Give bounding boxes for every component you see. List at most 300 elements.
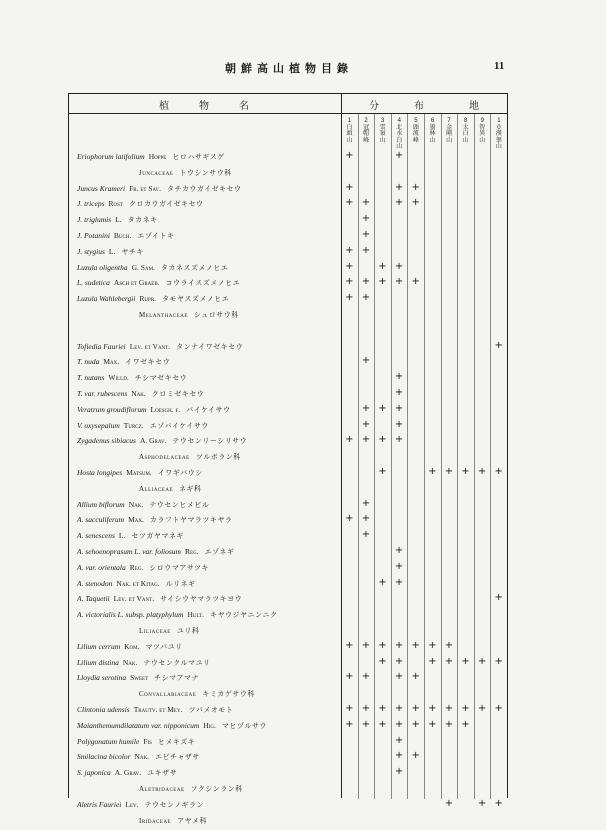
distribution-mark: + bbox=[361, 292, 371, 304]
distribution-mark: + bbox=[461, 466, 470, 477]
family-name bbox=[139, 626, 199, 636]
family-row bbox=[69, 781, 507, 797]
distribution-mark: + bbox=[345, 244, 354, 256]
species-name bbox=[77, 199, 204, 209]
location-label: 5 頭 流 峰 bbox=[412, 118, 419, 144]
species-japanese: ルリネギ bbox=[165, 579, 196, 588]
species-name bbox=[77, 515, 232, 525]
location-label: 2 冠 帽 峰 bbox=[363, 118, 370, 144]
distribution-mark: + bbox=[494, 703, 503, 714]
distribution-mark: + bbox=[378, 402, 387, 414]
species-japanese: タチカウガイゼキセウ bbox=[167, 184, 242, 193]
species-author: Loesgh. f. bbox=[150, 404, 181, 414]
species-author: Max. bbox=[128, 515, 144, 525]
distribution-mark: + bbox=[345, 197, 354, 209]
header-distribution-3: 地 bbox=[469, 101, 479, 112]
family-japanese: ツルボラン科 bbox=[195, 453, 241, 462]
distribution-mark: + bbox=[361, 671, 371, 683]
distribution-mark: + bbox=[345, 639, 354, 651]
species-latin: Polygonatum humile bbox=[77, 736, 140, 746]
distribution-mark: + bbox=[394, 197, 404, 209]
distribution-mark: + bbox=[411, 181, 420, 193]
distribution-mark: + bbox=[494, 466, 503, 477]
species-latin: T. var. rubescens bbox=[77, 389, 128, 398]
species-author: L. bbox=[108, 246, 116, 256]
species-japanese: エビチャザサ bbox=[155, 753, 200, 762]
species-latin: J. triceps bbox=[77, 199, 105, 209]
species-author: Nak. bbox=[134, 752, 150, 762]
distribution-mark: + bbox=[361, 513, 371, 525]
species-japanese: テウセンノギラン bbox=[144, 800, 204, 809]
distribution-mark: + bbox=[378, 576, 387, 588]
family-japanese: ユリ科 bbox=[176, 627, 200, 635]
distribution-mark: + bbox=[394, 276, 404, 288]
family-latin: Aletridaceae bbox=[139, 785, 185, 793]
species-author: A. Grav. bbox=[139, 436, 167, 446]
species-row bbox=[69, 149, 507, 165]
species-latin: Aletris Fauriei bbox=[77, 799, 122, 809]
species-author: G. Sam. bbox=[131, 262, 155, 272]
species-author: Rupr. bbox=[139, 294, 157, 304]
distribution-mark: + bbox=[411, 197, 420, 209]
header-distribution-1: 分 bbox=[369, 101, 379, 112]
species-japanese: タカネスズメノヒエ bbox=[160, 263, 229, 272]
distribution-mark: + bbox=[345, 150, 354, 161]
distribution-mark: + bbox=[394, 576, 404, 588]
distribution-mark: + bbox=[428, 655, 437, 667]
distribution-mark: + bbox=[378, 260, 387, 272]
location-label: 1 白 頭 山 bbox=[346, 118, 353, 144]
distribution-mark: + bbox=[411, 671, 420, 683]
distribution-mark: + bbox=[394, 718, 404, 730]
distribution-mark: + bbox=[394, 371, 404, 383]
species-row bbox=[69, 418, 507, 434]
family-row bbox=[69, 481, 507, 497]
family-name bbox=[139, 689, 255, 699]
species-latin: A. victorialis L. subsp. platyphylum bbox=[77, 610, 184, 620]
distribution-mark: + bbox=[444, 703, 454, 714]
page-header bbox=[0, 60, 606, 80]
species-row bbox=[69, 196, 507, 212]
species-author: Asch et Graeb. bbox=[113, 278, 160, 288]
species-japanese: テウセンリーシリサウ bbox=[172, 437, 248, 446]
species-japanese: チシマゼキセウ bbox=[134, 374, 188, 383]
family-latin: Iridaceae bbox=[139, 816, 172, 825]
species-japanese: クロミゼキセウ bbox=[151, 390, 205, 398]
species-name bbox=[77, 563, 209, 573]
species-author: Buch. bbox=[113, 231, 132, 240]
species-row bbox=[69, 560, 507, 576]
species-author: Fr. et Sav. bbox=[129, 183, 161, 193]
family-row bbox=[69, 307, 507, 323]
species-japanese: タモヤスズメノヒエ bbox=[162, 295, 230, 304]
location-label: 8 太 白 山 bbox=[462, 118, 469, 144]
table-header bbox=[69, 94, 507, 114]
species-row bbox=[69, 212, 507, 228]
species-row bbox=[69, 275, 507, 291]
species-name bbox=[77, 389, 204, 399]
species-latin: Lilium cerrum bbox=[77, 641, 121, 651]
species-author: Max. bbox=[103, 357, 120, 367]
species-author: Nak. bbox=[131, 389, 146, 398]
species-row bbox=[69, 797, 507, 813]
distribution-mark: + bbox=[461, 655, 470, 667]
species-author: Hult. bbox=[187, 610, 205, 620]
family-name bbox=[139, 168, 232, 178]
species-latin: S. japonica bbox=[77, 768, 111, 778]
species-latin: Luzula Wahlebergii bbox=[77, 294, 136, 304]
distribution-mark: + bbox=[477, 797, 487, 809]
distribution-mark: + bbox=[444, 639, 454, 651]
species-japanese: イワゼキセウ bbox=[125, 358, 171, 367]
distribution-mark: + bbox=[411, 718, 420, 730]
distribution-mark: + bbox=[477, 655, 487, 667]
species-name bbox=[77, 500, 209, 510]
family-latin: Juncaceae bbox=[139, 168, 174, 177]
distribution-mark: + bbox=[378, 466, 387, 477]
species-row bbox=[69, 607, 507, 623]
species-row bbox=[69, 702, 507, 718]
species-latin: Eriophorum latifolium bbox=[77, 152, 145, 161]
distribution-mark: + bbox=[411, 703, 420, 714]
distribution-mark: + bbox=[494, 592, 503, 604]
species-row bbox=[69, 718, 507, 734]
species-row bbox=[69, 512, 507, 528]
species-japanese: ヒメキズキ bbox=[157, 737, 196, 746]
species-latin: Clintonia udensis bbox=[77, 705, 130, 714]
distribution-mark: + bbox=[361, 197, 371, 209]
species-name bbox=[77, 215, 158, 225]
species-japanese: クロカウガイゼキセウ bbox=[128, 200, 204, 209]
family-row bbox=[69, 686, 507, 702]
species-japanese: イワギバウシ bbox=[157, 469, 203, 477]
species-japanese: チシマアマナ bbox=[154, 674, 200, 683]
distribution-mark: + bbox=[494, 797, 503, 809]
species-author: Turcz. bbox=[123, 420, 144, 430]
species-row bbox=[69, 386, 507, 402]
distribution-mark: + bbox=[361, 355, 371, 367]
species-latin: J. stygius bbox=[77, 246, 105, 256]
family-name bbox=[139, 452, 241, 462]
species-japanese: タカネキ bbox=[127, 216, 158, 225]
species-name bbox=[77, 610, 278, 620]
species-author: Lev. et Vant. bbox=[113, 594, 155, 604]
species-latin: A. senescens bbox=[77, 531, 115, 541]
family-japanese: シュロサウ科 bbox=[193, 311, 239, 319]
distribution-mark: + bbox=[494, 339, 503, 351]
distribution-mark: + bbox=[394, 560, 404, 572]
species-name bbox=[77, 468, 203, 478]
species-name bbox=[77, 579, 196, 589]
species-japanese: エゾネギ bbox=[204, 548, 235, 556]
family-latin: Melanthaceae bbox=[139, 311, 188, 319]
distribution-mark: + bbox=[428, 639, 437, 651]
species-row bbox=[69, 244, 507, 260]
family-row bbox=[69, 813, 507, 829]
family-row bbox=[69, 449, 507, 465]
family-latin: Asphodelaceae bbox=[139, 453, 190, 462]
species-author: Lev. bbox=[125, 799, 139, 809]
distribution-mark: + bbox=[428, 718, 437, 730]
species-japanese: ユキザサ bbox=[147, 769, 178, 778]
distribution-mark: + bbox=[444, 718, 454, 730]
species-latin: Allium biflorum bbox=[77, 499, 125, 509]
distribution-mark: + bbox=[345, 260, 354, 272]
species-author: Matsum. bbox=[126, 468, 152, 477]
species-author: Sweet bbox=[130, 673, 149, 683]
header-plant-name: 植 物 名 bbox=[159, 101, 249, 112]
species-name bbox=[77, 673, 199, 683]
family-latin: Convallariaceae bbox=[139, 690, 197, 699]
species-name bbox=[77, 436, 247, 446]
family-latin: Alliaceae bbox=[139, 484, 173, 493]
species-name bbox=[77, 721, 267, 731]
species-name bbox=[77, 737, 195, 747]
distribution-mark: + bbox=[361, 718, 371, 730]
species-japanese: ツバメオモト bbox=[188, 706, 234, 714]
species-japanese: セツガヤマネギ bbox=[131, 532, 184, 541]
distribution-mark: + bbox=[378, 434, 387, 446]
species-table bbox=[68, 93, 508, 825]
family-name bbox=[139, 310, 239, 320]
species-name bbox=[77, 531, 184, 541]
distribution-mark: + bbox=[345, 513, 354, 525]
species-author: Hoppe bbox=[148, 152, 167, 161]
distribution-mark: + bbox=[345, 671, 354, 683]
species-name bbox=[77, 294, 229, 304]
species-latin: Luzula oligentha bbox=[77, 262, 128, 272]
species-latin: Maianthemumdilatatum var. nipponicum bbox=[77, 720, 200, 730]
species-latin: Veratrum groudiflorum bbox=[77, 404, 147, 414]
header-distribution-2: 布 bbox=[414, 101, 424, 112]
species-author: Kom. bbox=[124, 641, 140, 651]
species-japanese: エゾバイケイサウ bbox=[149, 421, 209, 430]
species-japanese: タンナイワゼキセウ bbox=[176, 342, 244, 351]
species-latin: T. nutans bbox=[77, 373, 105, 383]
distribution-mark: + bbox=[361, 497, 371, 509]
species-latin: Juncus Krameri bbox=[77, 183, 126, 193]
species-row bbox=[69, 354, 507, 370]
species-name bbox=[77, 421, 209, 431]
distribution-mark: + bbox=[345, 434, 354, 446]
distribution-mark: + bbox=[394, 150, 404, 161]
distribution-mark: + bbox=[411, 276, 420, 288]
distribution-mark: + bbox=[361, 418, 371, 430]
species-latin: J. Potanini bbox=[77, 231, 110, 240]
species-name bbox=[77, 658, 211, 668]
family-row bbox=[69, 623, 507, 639]
species-japanese: キヤウジヤニンニク bbox=[210, 611, 278, 620]
page-title: 朝鮮高山植物目錄 bbox=[225, 63, 353, 75]
species-japanese: シロウマアサツキ bbox=[149, 563, 209, 572]
distribution-mark: + bbox=[394, 703, 404, 714]
species-latin: A. stenodon bbox=[77, 578, 113, 588]
location-label: 4 北 水 白 山 bbox=[396, 118, 403, 150]
distribution-mark: + bbox=[345, 703, 354, 714]
species-name bbox=[77, 231, 175, 241]
distribution-mark: + bbox=[411, 639, 420, 651]
family-japanese: ソクシンラン科 bbox=[190, 785, 243, 793]
distribution-mark: + bbox=[394, 750, 404, 762]
species-row bbox=[69, 433, 507, 449]
species-author: A. Grav. bbox=[114, 768, 142, 778]
family-name bbox=[139, 816, 207, 826]
species-author: Willd. bbox=[108, 373, 129, 383]
species-japanese: エゾイトキ bbox=[137, 232, 175, 240]
distribution-mark: + bbox=[428, 703, 437, 714]
distribution-mark: + bbox=[394, 545, 404, 556]
species-author: Nak. et Kitag. bbox=[116, 578, 160, 588]
species-latin: J. triglumis bbox=[77, 215, 112, 225]
species-name bbox=[77, 263, 228, 273]
species-row bbox=[69, 670, 507, 686]
species-latin: Lilium distina bbox=[77, 657, 119, 667]
species-row bbox=[69, 655, 507, 671]
species-latin: A. var. orientala bbox=[77, 562, 126, 572]
distribution-mark: + bbox=[361, 402, 371, 414]
distribution-mark: + bbox=[345, 276, 354, 288]
species-japanese: カラフトヤマラツキヤラ bbox=[149, 516, 233, 525]
species-row bbox=[69, 260, 507, 276]
species-name bbox=[77, 247, 144, 257]
distribution-mark: + bbox=[378, 703, 387, 714]
distribution-mark: + bbox=[361, 529, 371, 541]
distribution-mark: + bbox=[494, 655, 503, 667]
species-author: Lev. et Vant. bbox=[129, 341, 171, 351]
distribution-mark: + bbox=[394, 418, 404, 430]
species-latin: Tofiedia Fauriei bbox=[77, 341, 126, 351]
species-name bbox=[77, 342, 243, 352]
distribution-mark: + bbox=[394, 639, 404, 651]
species-row bbox=[69, 228, 507, 244]
family-japanese: ネギ科 bbox=[179, 484, 202, 493]
distribution-mark: + bbox=[444, 655, 454, 667]
location-label: 3 雪 嶺 山 bbox=[379, 118, 386, 144]
species-name bbox=[77, 278, 240, 288]
species-row bbox=[69, 181, 507, 197]
species-japanese: ヒロハサギスゲ bbox=[172, 153, 225, 161]
species-row bbox=[69, 465, 507, 481]
distribution-mark: + bbox=[394, 734, 404, 746]
species-latin: Hosta longipes bbox=[77, 468, 123, 477]
page-number: 11 bbox=[494, 60, 505, 72]
species-row bbox=[69, 497, 507, 513]
species-name bbox=[77, 373, 187, 383]
species-latin: Zygadenus sibiacus bbox=[77, 436, 136, 446]
distribution-mark: + bbox=[428, 466, 437, 477]
species-row bbox=[69, 370, 507, 386]
family-name bbox=[139, 484, 202, 494]
species-japanese: コウライスズメノヒエ bbox=[165, 279, 241, 288]
family-latin: Liliaceae bbox=[139, 627, 171, 635]
family-row bbox=[69, 165, 507, 181]
species-row bbox=[69, 291, 507, 307]
species-row bbox=[69, 591, 507, 607]
species-japanese: テウセンクルマユリ bbox=[143, 658, 211, 667]
species-author: Reg. bbox=[129, 562, 144, 572]
distribution-mark: + bbox=[378, 639, 387, 651]
species-name bbox=[77, 800, 204, 810]
distribution-mark: + bbox=[394, 260, 404, 272]
distribution-mark: + bbox=[361, 276, 371, 288]
location-label: 6 狼 林 山 bbox=[429, 118, 436, 144]
distribution-mark: + bbox=[361, 639, 371, 651]
family-japanese: アヤメ科 bbox=[177, 816, 207, 825]
distribution-mark: + bbox=[378, 276, 387, 288]
species-row bbox=[69, 576, 507, 592]
species-name bbox=[77, 768, 177, 778]
distribution-mark: + bbox=[444, 797, 454, 809]
species-row bbox=[69, 544, 507, 560]
species-author: Rost bbox=[108, 199, 123, 209]
species-name bbox=[77, 547, 234, 557]
distribution-mark: + bbox=[345, 718, 354, 730]
distribution-mark: + bbox=[477, 466, 487, 477]
species-row bbox=[69, 749, 507, 765]
species-author: Nak. bbox=[128, 499, 144, 509]
distribution-mark: + bbox=[394, 671, 404, 683]
species-row bbox=[69, 528, 507, 544]
distribution-mark: + bbox=[461, 703, 470, 714]
distribution-mark: + bbox=[477, 703, 487, 714]
species-author: Trautv. et Mey. bbox=[133, 705, 183, 714]
location-label: 1 0 漢 拏 山 bbox=[495, 118, 502, 150]
species-author: L. bbox=[115, 215, 122, 225]
species-latin: L. sudetica bbox=[77, 278, 110, 288]
species-latin: Smilacina bicolor bbox=[77, 752, 131, 762]
species-japanese: ヤチキ bbox=[121, 247, 144, 256]
species-name bbox=[77, 594, 242, 604]
distribution-mark: + bbox=[411, 750, 420, 762]
species-author: Fis bbox=[143, 736, 152, 746]
species-japanese: マツバユリ bbox=[145, 642, 183, 651]
species-name bbox=[77, 405, 231, 415]
species-name bbox=[77, 705, 233, 715]
species-latin: A. sehoenoprasum L. var. foliosum bbox=[77, 547, 181, 556]
species-latin: V. oxysepalum bbox=[77, 420, 120, 430]
distribution-mark: + bbox=[378, 655, 387, 667]
distribution-mark: + bbox=[394, 655, 404, 667]
species-latin: A. sacculiferum bbox=[77, 515, 125, 525]
species-name bbox=[77, 357, 170, 367]
distribution-mark: + bbox=[394, 766, 404, 778]
spacer-row bbox=[69, 323, 507, 339]
distribution-mark: + bbox=[361, 229, 371, 240]
distribution-mark: + bbox=[461, 718, 470, 730]
species-latin: Lloydia serotina bbox=[77, 673, 127, 683]
location-label: 7 金 剛 山 bbox=[446, 118, 453, 144]
species-row bbox=[69, 734, 507, 750]
location-label: 9 智 異 山 bbox=[479, 118, 486, 144]
distribution-mark: + bbox=[361, 434, 371, 446]
species-row bbox=[69, 402, 507, 418]
distribution-mark: + bbox=[394, 387, 404, 398]
distribution-mark: + bbox=[394, 434, 404, 446]
species-name bbox=[77, 642, 183, 652]
distribution-mark: + bbox=[444, 466, 454, 477]
species-name bbox=[77, 752, 200, 762]
species-japanese: サイシウヤマラツキヨウ bbox=[160, 595, 243, 604]
distribution-mark: + bbox=[378, 718, 387, 730]
species-author: Nak. bbox=[122, 657, 138, 667]
species-japanese: バイケイサウ bbox=[186, 405, 231, 414]
distribution-mark: + bbox=[361, 244, 371, 256]
species-author: Hig. bbox=[203, 720, 216, 730]
species-row bbox=[69, 639, 507, 655]
species-latin: T. nuda bbox=[77, 357, 100, 367]
species-row bbox=[69, 765, 507, 781]
species-row bbox=[69, 339, 507, 355]
